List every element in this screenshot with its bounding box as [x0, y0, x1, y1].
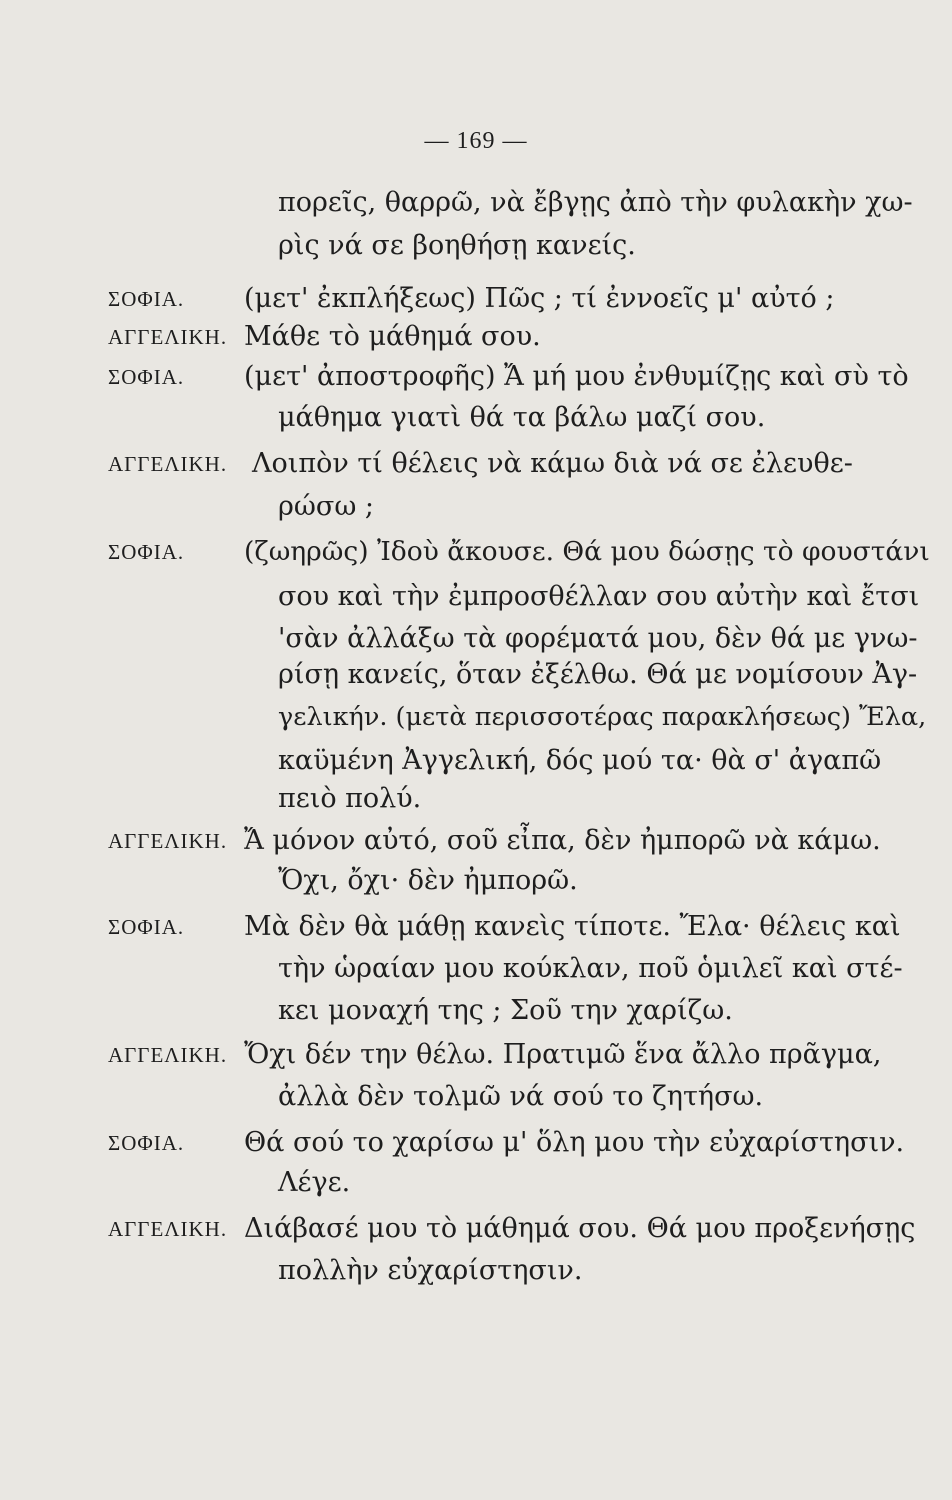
text-line: μάθημα γιατὶ θά τα βάλω μαζί σου.: [278, 402, 766, 433]
text-line: Μάθε τὸ μάθημά σου.: [244, 321, 541, 352]
text-line: ρίσῃ κανείς, ὅταν ἐξέλθω. Θά με νομίσουν Ἀγ-: [278, 659, 918, 690]
text-line: πορεῖς, θαρρῶ, νὰ ἔβγῃς ἀπὸ τὴν φυλακὴν χω-: [278, 187, 913, 218]
text-line: γελικήν. (μετὰ περισσοτέρας παρακλήσεως) Ἔλα,: [278, 702, 927, 732]
text-line: Μὰ δὲν θὰ μάθῃ κανεὶς τίποτε. Ἔλα· θέλεις καὶ: [244, 911, 901, 942]
speaker-sofia: ΣΟΦΙΑ.: [108, 540, 185, 564]
speaker-angeliki: ΑΓΓΕΛΙΚΗ.: [108, 1217, 228, 1241]
speaker-angeliki: ΑΓΓΕΛΙΚΗ.: [108, 452, 228, 476]
speaker-angeliki: ΑΓΓΕΛΙΚΗ.: [108, 829, 228, 853]
text-line: Ἄ μόνον αὐτό, σοῦ εἶπα, δὲν ἠμπορῶ νὰ κάμω.: [244, 825, 881, 856]
page-number: — 169 —: [424, 128, 528, 154]
text-line: τὴν ὡραίαν μου κούκλαν, ποῦ ὁμιλεῖ καὶ στέ-: [278, 953, 903, 984]
speaker-angeliki: ΑΓΓΕΛΙΚΗ.: [108, 325, 228, 349]
speaker-sofia: ΣΟΦΙΑ.: [108, 915, 185, 939]
text-line: 'σὰν ἀλλάξω τὰ φορέματά μου, δὲν θά με γνω-: [278, 623, 918, 654]
text-line: ρὶς νά σε βοηθήσῃ κανείς.: [278, 230, 636, 261]
text-line: Διάβασέ μου τὸ μάθημά σου. Θά μου προξενήσῃς: [244, 1213, 916, 1244]
speaker-sofia: ΣΟΦΙΑ.: [108, 1131, 185, 1155]
text-line: πολλὴν εὐχαρίστησιν.: [278, 1255, 583, 1286]
speaker-sofia: ΣΟΦΙΑ.: [108, 287, 185, 311]
text-line: Λοιπὸν τί θέλεις νὰ κάμω διὰ νά σε ἐλευθε-: [252, 448, 853, 479]
text-line: καϋμένη Ἀγγελική, δός μού τα· θὰ σ' ἀγαπῶ: [278, 745, 882, 776]
text-line: σου καὶ τὴν ἐμπροσθέλλαν σου αὐτὴν καὶ ἔτσι: [278, 581, 920, 612]
text-line: (μετ' ἀποστροφῆς) Ἄ μή μου ἐνθυμίζῃς καὶ σὺ τὸ: [244, 361, 909, 392]
speaker-sofia: ΣΟΦΙΑ.: [108, 365, 185, 389]
text-line: (μετ' ἐκπλήξεως) Πῶς ; τί ἐννοεῖς μ' αὐτό ;: [244, 283, 835, 314]
text-line: ρώσω ;: [278, 491, 375, 522]
text-line: Θά σού το χαρίσω μ' ὅλη μου τὴν εὐχαρίστησιν.: [244, 1127, 905, 1158]
text-line: κει μοναχή της ; Σοῦ την χαρίζω.: [278, 995, 733, 1026]
text-line: ἀλλὰ δὲν τολμῶ νά σού το ζητήσω.: [278, 1081, 764, 1112]
text-line: Ὄχι, ὄχι· δὲν ἠμπορῶ.: [278, 865, 578, 896]
speaker-angeliki: ΑΓΓΕΛΙΚΗ.: [108, 1043, 228, 1067]
text-line: Ὄχι δέν την θέλω. Πρατιμῶ ἕνα ἄλλο πρᾶγμα,: [244, 1039, 882, 1070]
text-line: πειὸ πολύ.: [278, 783, 422, 814]
text-line: (ζωηρῶς) Ἰδοὺ ἄκουσε. Θά μου δώσῃς τὸ φουστάνι: [244, 536, 930, 567]
text-line: Λέγε.: [278, 1167, 351, 1198]
